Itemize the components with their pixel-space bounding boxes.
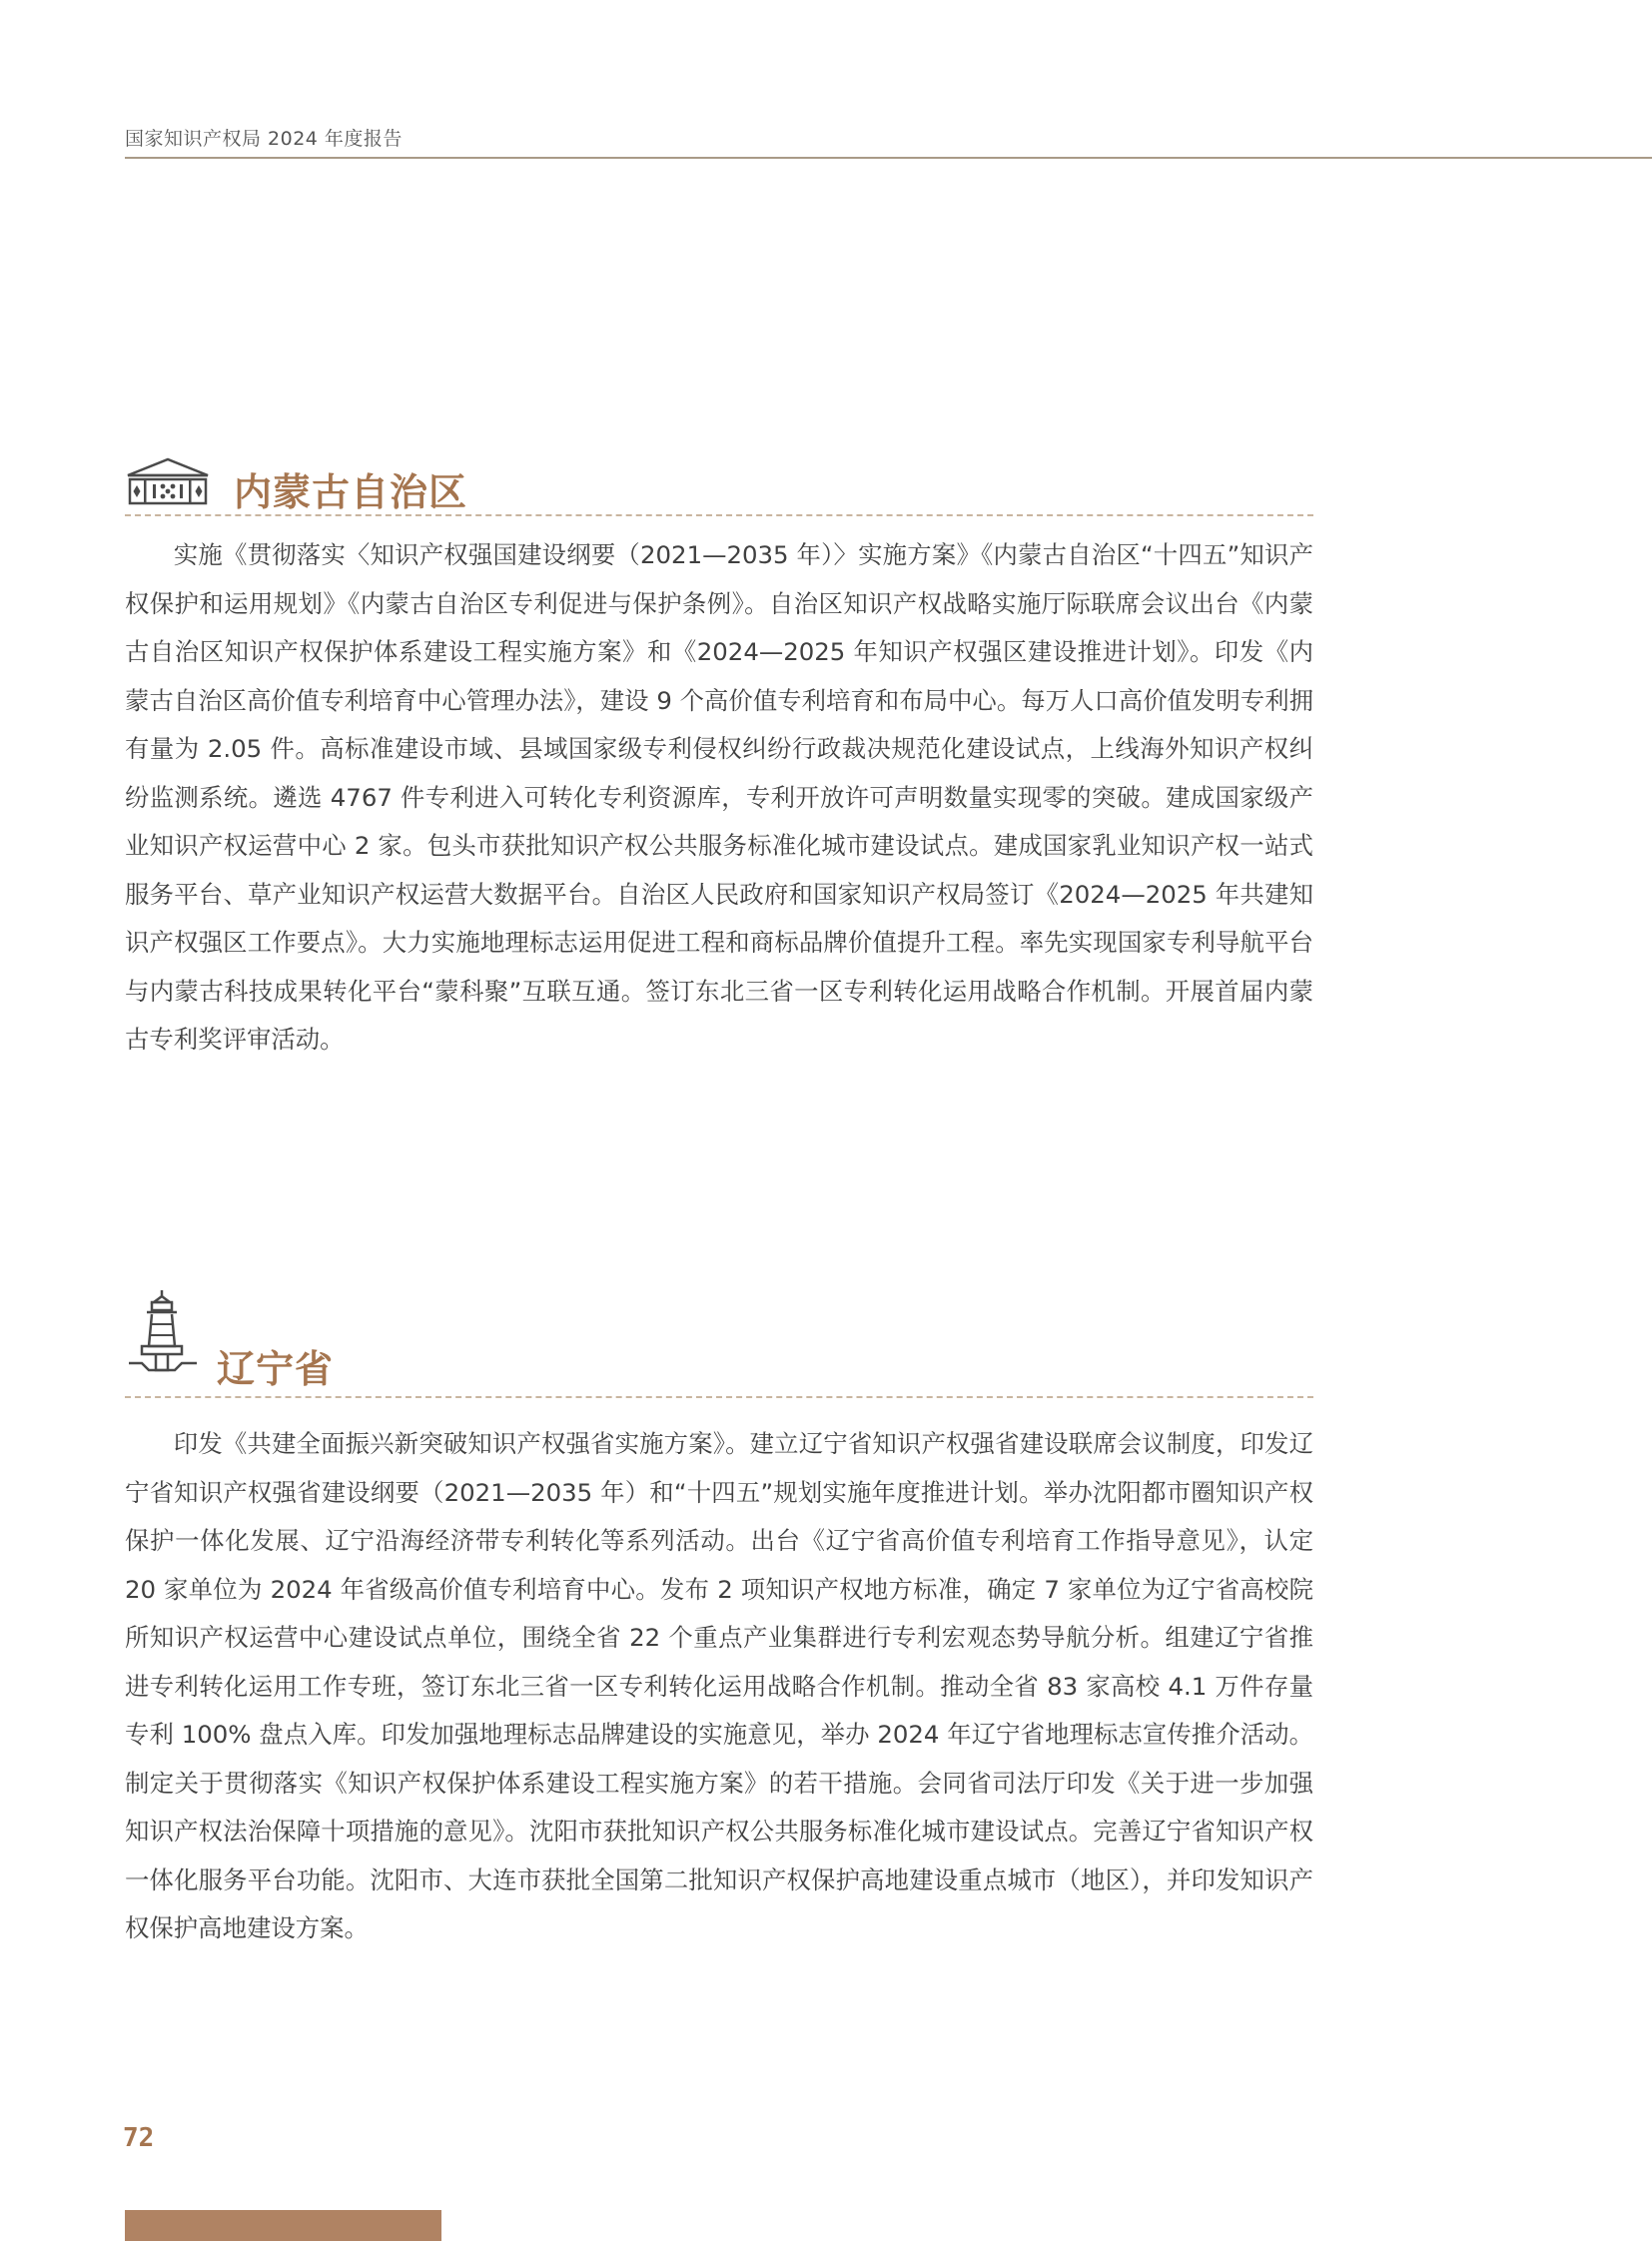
section-inner-mongolia — [125, 455, 1313, 1054]
section-body: 印发《共建全面振兴新突破知识产权强省实施方案》。建立辽宁省知识产权强省建设联席会议制度，印发辽宁省知识产权强省建设纲要（2021—2035 年）和“十四五”规划实施年度推进计划。举办沈阳都市圈知识产权保护一体化发展、辽宁沿海经济带专利转化等系列活动。出台《辽宁省高价值专利培育工作指导意见》，认定 20 家单位为 2024 年省级高价值专利培育中心。发布 2 项知识产权地方标准，确定 7 家单位为辽宁省高校院所知识产权运营中心建设试点单位，围绕全省 22 个重点产业集群进行专利宏观态势导航分析。组建辽宁省推进专利转化运用工作专班，签订东北三省一区专利转化运用战略合作机制。推动全省 83 家高校 4.1 万件存量专利 100% 盘点入库。印发加强地理标志品牌建设的实施意见，举办 2024 年辽宁省地理标志宣传推介活动。制定关于贯彻落实《知识产权保护体系建设工程实施方案》的若干措施。会同省司法厅印发《关于进一步加强知识产权法治保障十项措施的意见》。沈阳市获批知识产权公共服务标准化城市建设试点。完善辽宁省知识产权一体化服务平台功能。沈阳市、大连市获批全国第二批知识产权保护高地建设重点城市（地区），并印发知识产权保护高地建设方案。 — [125, 1429, 1313, 1942]
section-liaoning — [125, 1304, 1313, 1942]
section-body: 实施《贯彻落实〈知识产权强国建设纲要（2021—2035 年）〉实施方案》《内蒙古自治区“十四五”知识产权保护和运用规划》《内蒙古自治区专利促进与保护条例》。自治区知识产权战略实施厅际联席会议出台《内蒙古自治区知识产权保护体系建设工程实施方案》和《2024—2025 年知识产权强区建设推进计划》。印发《内蒙古自治区高价值专利培育中心管理办法》，建设 9 个高价值专利培育和布局中心。每万人口高价值发明专利拥有量为 2.05 件。高标准建设市域、县域国家级专利侵权纠纷行政裁决规范化建设试点，上线海外知识产权纠纷监测系统。遴选 4767 件专利进入可转化专利资源库，专利开放许可声明数量实现零的突破。建成国家级产业知识产权运营中心 2 家。包头市获批知识产权公共服务标准化城市建设试点。建成国家乳业知识产权一站式服务平台、草产业知识产权运营大数据平台。自治区人民政府和国家知识产权局签订《2024—2025 年共建知识产权强区工作要点》。大力实施地理标志运用促进工程和商标品牌价值提升工程。率先实现国家专利导航平台与内蒙古科技成果转化平台“蒙科聚”互联互通。签订东北三省一区专利转化运用战略合作机制。开展首届内蒙古专利奖评审活动。 — [125, 540, 1313, 1054]
section-title: 辽宁省 — [217, 1347, 335, 1391]
header-divider — [125, 157, 1652, 159]
section-heading — [125, 455, 1313, 515]
section-heading — [125, 1304, 1313, 1391]
report-header-title: 国家知识产权局 2024 年度报告 — [125, 128, 403, 150]
section-title: 内蒙古自治区 — [234, 470, 468, 514]
footer-accent-bar — [125, 2210, 441, 2241]
section-divider — [125, 514, 1313, 516]
page-number: 72 — [123, 2123, 155, 2153]
lighthouse-icon — [127, 1288, 199, 1378]
yurt-icon — [125, 457, 211, 507]
section-divider — [125, 1396, 1313, 1398]
